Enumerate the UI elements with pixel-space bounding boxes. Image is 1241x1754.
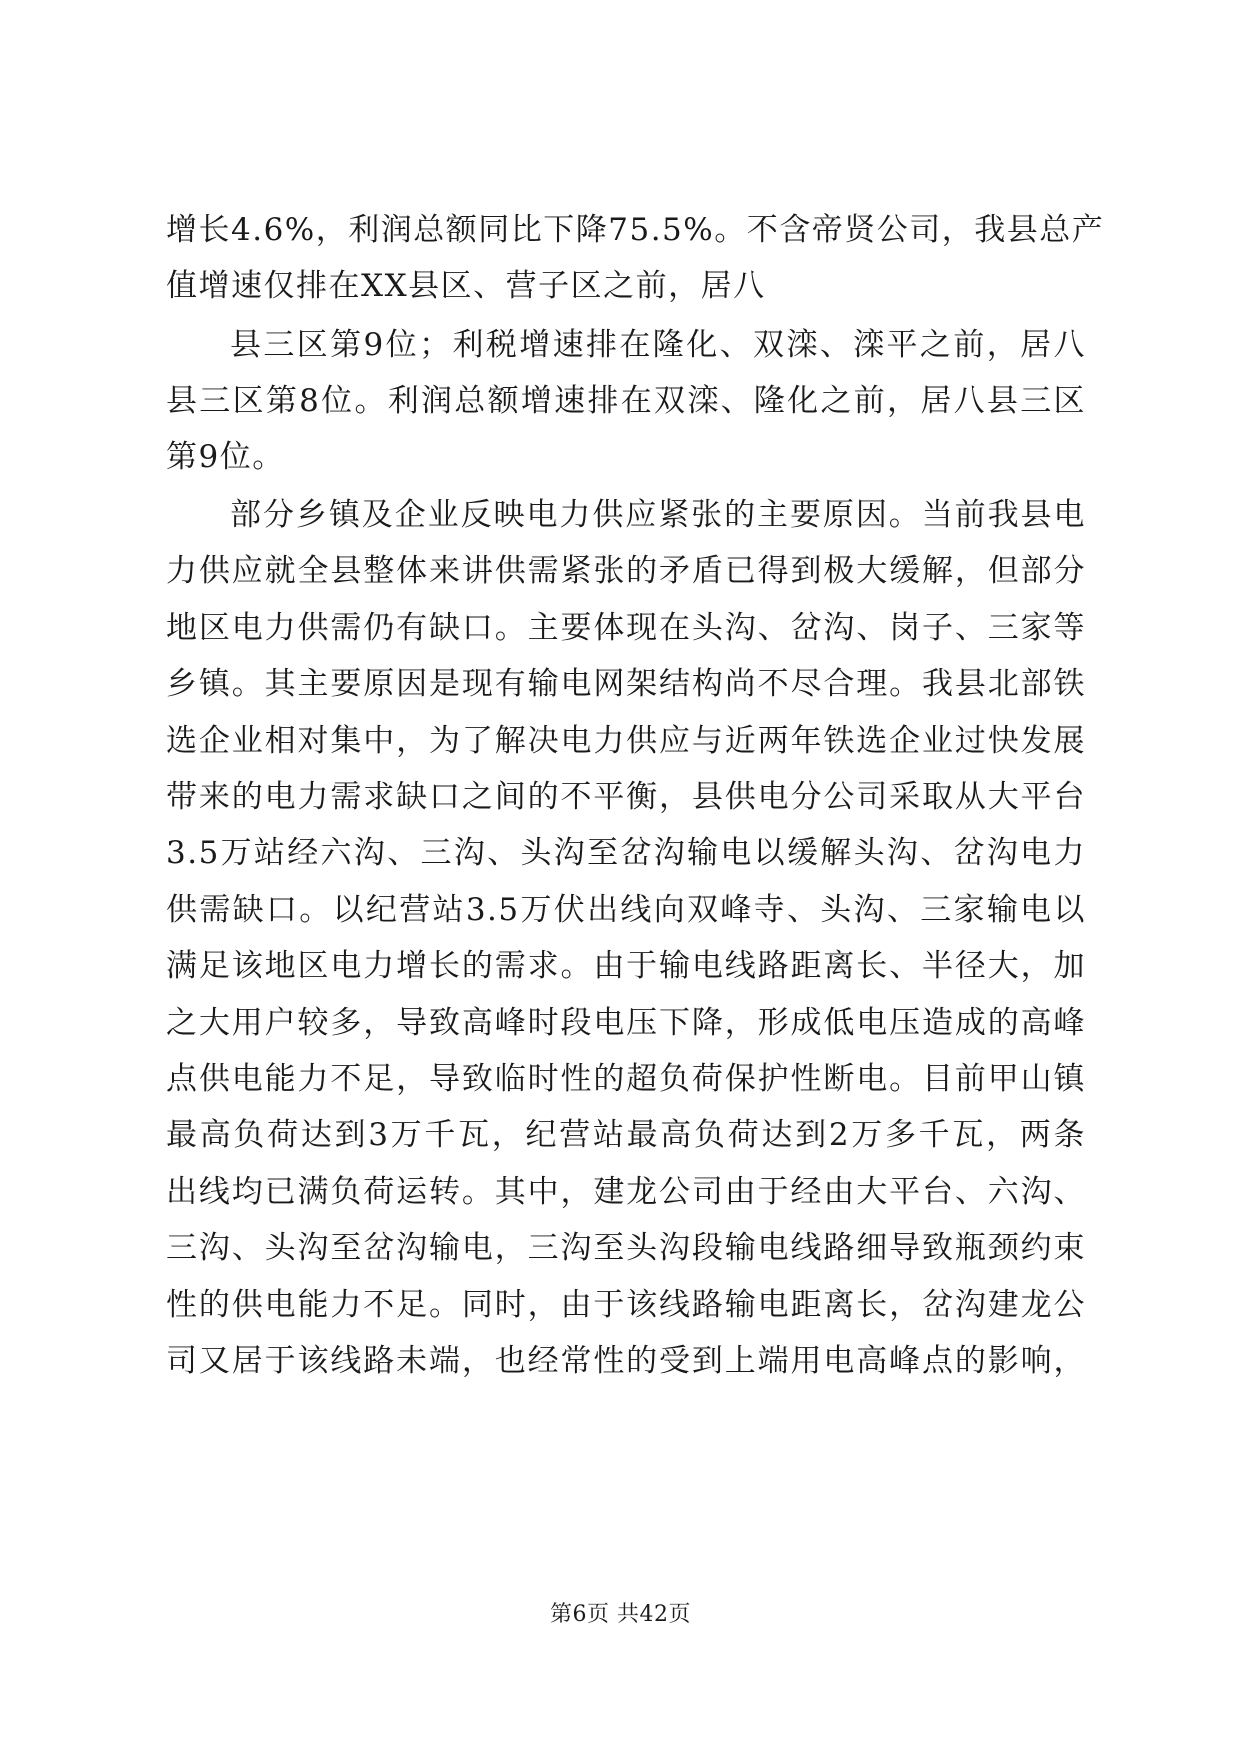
page-number-footer: 第6页 共42页 — [550, 1602, 691, 1627]
body-text-line: 增长4.6%，利润总额同比下降75.5%。不含帝贤公司，我县总产 — [166, 212, 1105, 248]
body-text-line: 选企业相对集中，为了解决电力供应与近两年铁选企业过快发展 — [166, 723, 1086, 759]
body-text-line: 县三区第9位；利税增速排在隆化、双滦、滦平之前，居八 — [230, 327, 1086, 363]
body-text-line: 司又居于该线路未端，也经常性的受到上端用电高峰点的影响， — [166, 1343, 1086, 1379]
body-text-line: 力供应就全县整体来讲供需紧张的矛盾已得到极大缓解，但部分 — [166, 553, 1086, 589]
body-text-line: 第9位。 — [166, 439, 285, 475]
body-text-line: 3.5万站经六沟、三沟、头沟至岔沟输电以缓解头沟、岔沟电力 — [166, 835, 1086, 871]
body-text-line: 三沟、头沟至岔沟输电，三沟至头沟段输电线路细导致瓶颈约束 — [166, 1230, 1086, 1266]
body-text-line: 出线均已满负荷运转。其中，建龙公司由于经由大平台、六沟、 — [166, 1174, 1086, 1210]
body-text-line: 县三区第8位。利润总额增速排在双滦、隆化之前，居八县三区 — [166, 383, 1086, 419]
body-text-line: 地区电力供需仍有缺口。主要体现在头沟、岔沟、岗子、三家等 — [166, 610, 1086, 646]
body-text-line: 最高负荷达到3万千瓦，纪营站最高负荷达到2万多千瓦，两条 — [166, 1117, 1086, 1153]
body-text-line: 部分乡镇及企业反映电力供应紧张的主要原因。当前我县电 — [230, 497, 1086, 533]
body-text-line: 乡镇。其主要原因是现有输电网架结构尚不尽合理。我县北部铁 — [166, 666, 1086, 702]
body-text-line: 性的供电能力不足。同时，由于该线路输电距离长，岔沟建龙公 — [166, 1287, 1086, 1323]
body-text-line: 供需缺口。以纪营站3.5万伏出线向双峰寺、头沟、三家输电以 — [166, 892, 1086, 928]
body-text-line: 满足该地区电力增长的需求。由于输电线路距离长、半径大，加 — [166, 948, 1086, 984]
body-text-line: 值增速仅排在XX县区、营子区之前，居八 — [166, 268, 766, 304]
body-text-line: 带来的电力需求缺口之间的不平衡，县供电分公司采取从大平台 — [166, 779, 1086, 815]
body-text-line: 点供电能力不足，导致临时性的超负荷保护性断电。目前甲山镇 — [166, 1061, 1086, 1097]
body-text-line: 之大用户较多，导致高峰时段电压下降，形成低电压造成的高峰 — [166, 1005, 1086, 1041]
